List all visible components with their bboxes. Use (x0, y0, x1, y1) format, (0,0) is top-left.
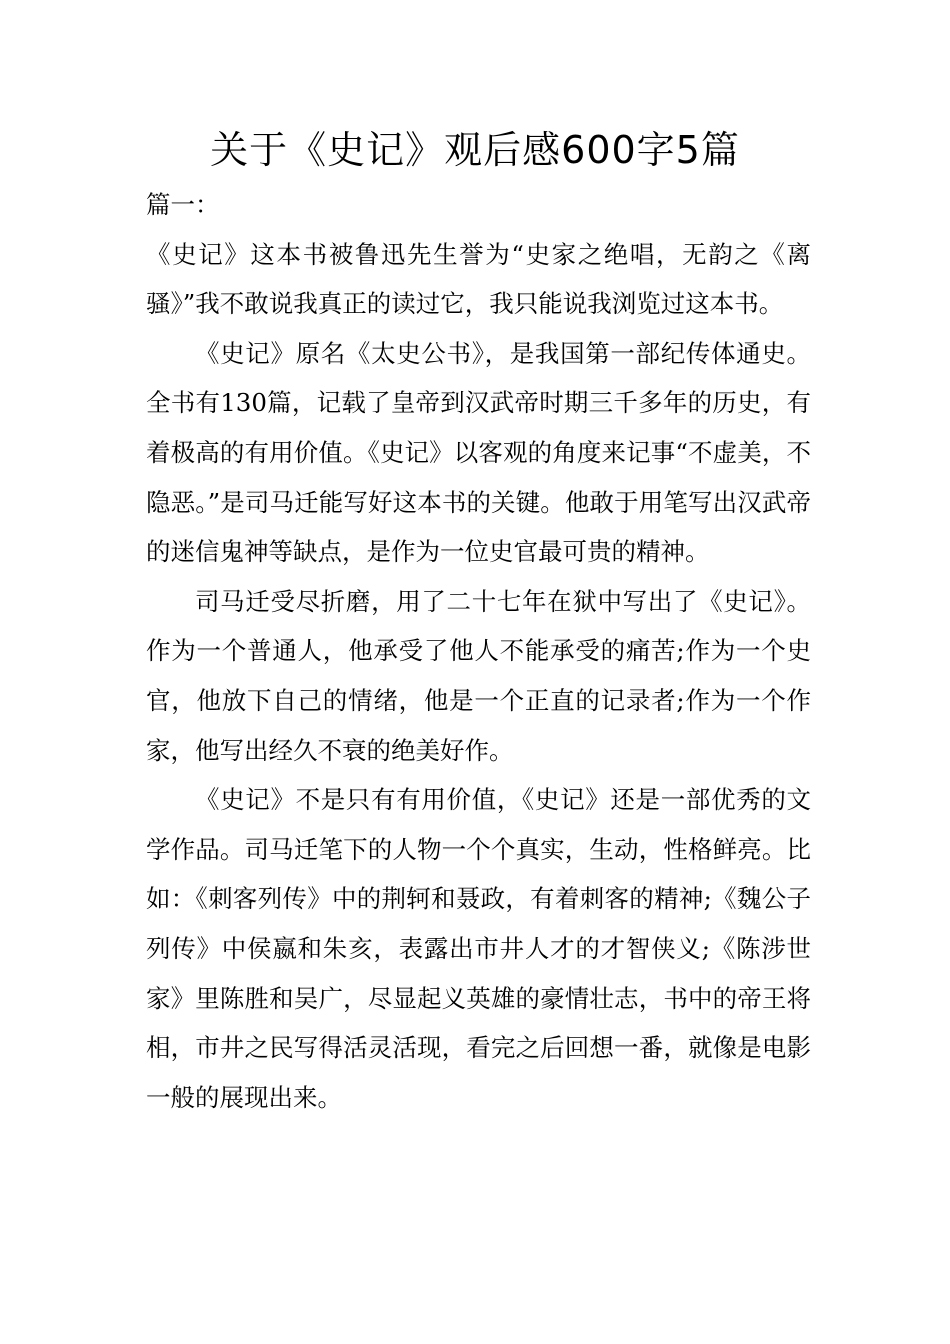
paragraph-1: 《史记》这本书被鲁迅先生誉为“史家之绝唱，无韵之《离骚》”我不敢说我真正的读过它，我只能说我浏览过这本书。 (146, 239, 811, 319)
section-label: 篇一： (146, 190, 220, 219)
document-title: 关于《史记》观后感600字5篇 (210, 128, 740, 172)
paragraph-3: 司马迁受尽折磨，用了二十七年在狱中写出了《史记》。作为一个普通人，他承受了他人不能承受的痛苦;作为一个史官，他放下自己的情绪，他是一个正直的记录者;作为一个作家，他写出经久不衰的绝美好作。 (146, 586, 811, 765)
paragraph-4: 《史记》不是只有有用价值，《史记》还是一部优秀的文学作品。司马迁笔下的人物一个个真实，生动，性格鲜亮。比如：《刺客列传》中的荆轲和聂政，有着刺客的精神;《魏公子列传》中侯嬴和朱亥，表露出市井人才的才智侠义;《陈涉世家》里陈胜和吴广，尽显起义英雄的豪情壮志，书中的帝王将相，市井之民写得活灵活现，看完之后回想一番，就像是电影一般的展现出来。 (146, 785, 811, 1112)
paragraph-2: 《史记》原名《太史公书》，是我国第一部纪传体通史。全书有130篇，记载了皇帝到汉武帝时期三千多年的历史，有着极高的有用价值。《史记》以客观的角度来记事“不虚美，不隐恶。”是司马迁能写好这本书的关键。他敢于用笔写出汉武帝的迷信鬼神等缺点，是作为一位史官最可贵的精神。 (146, 338, 811, 567)
document-body (146, 180, 811, 1122)
